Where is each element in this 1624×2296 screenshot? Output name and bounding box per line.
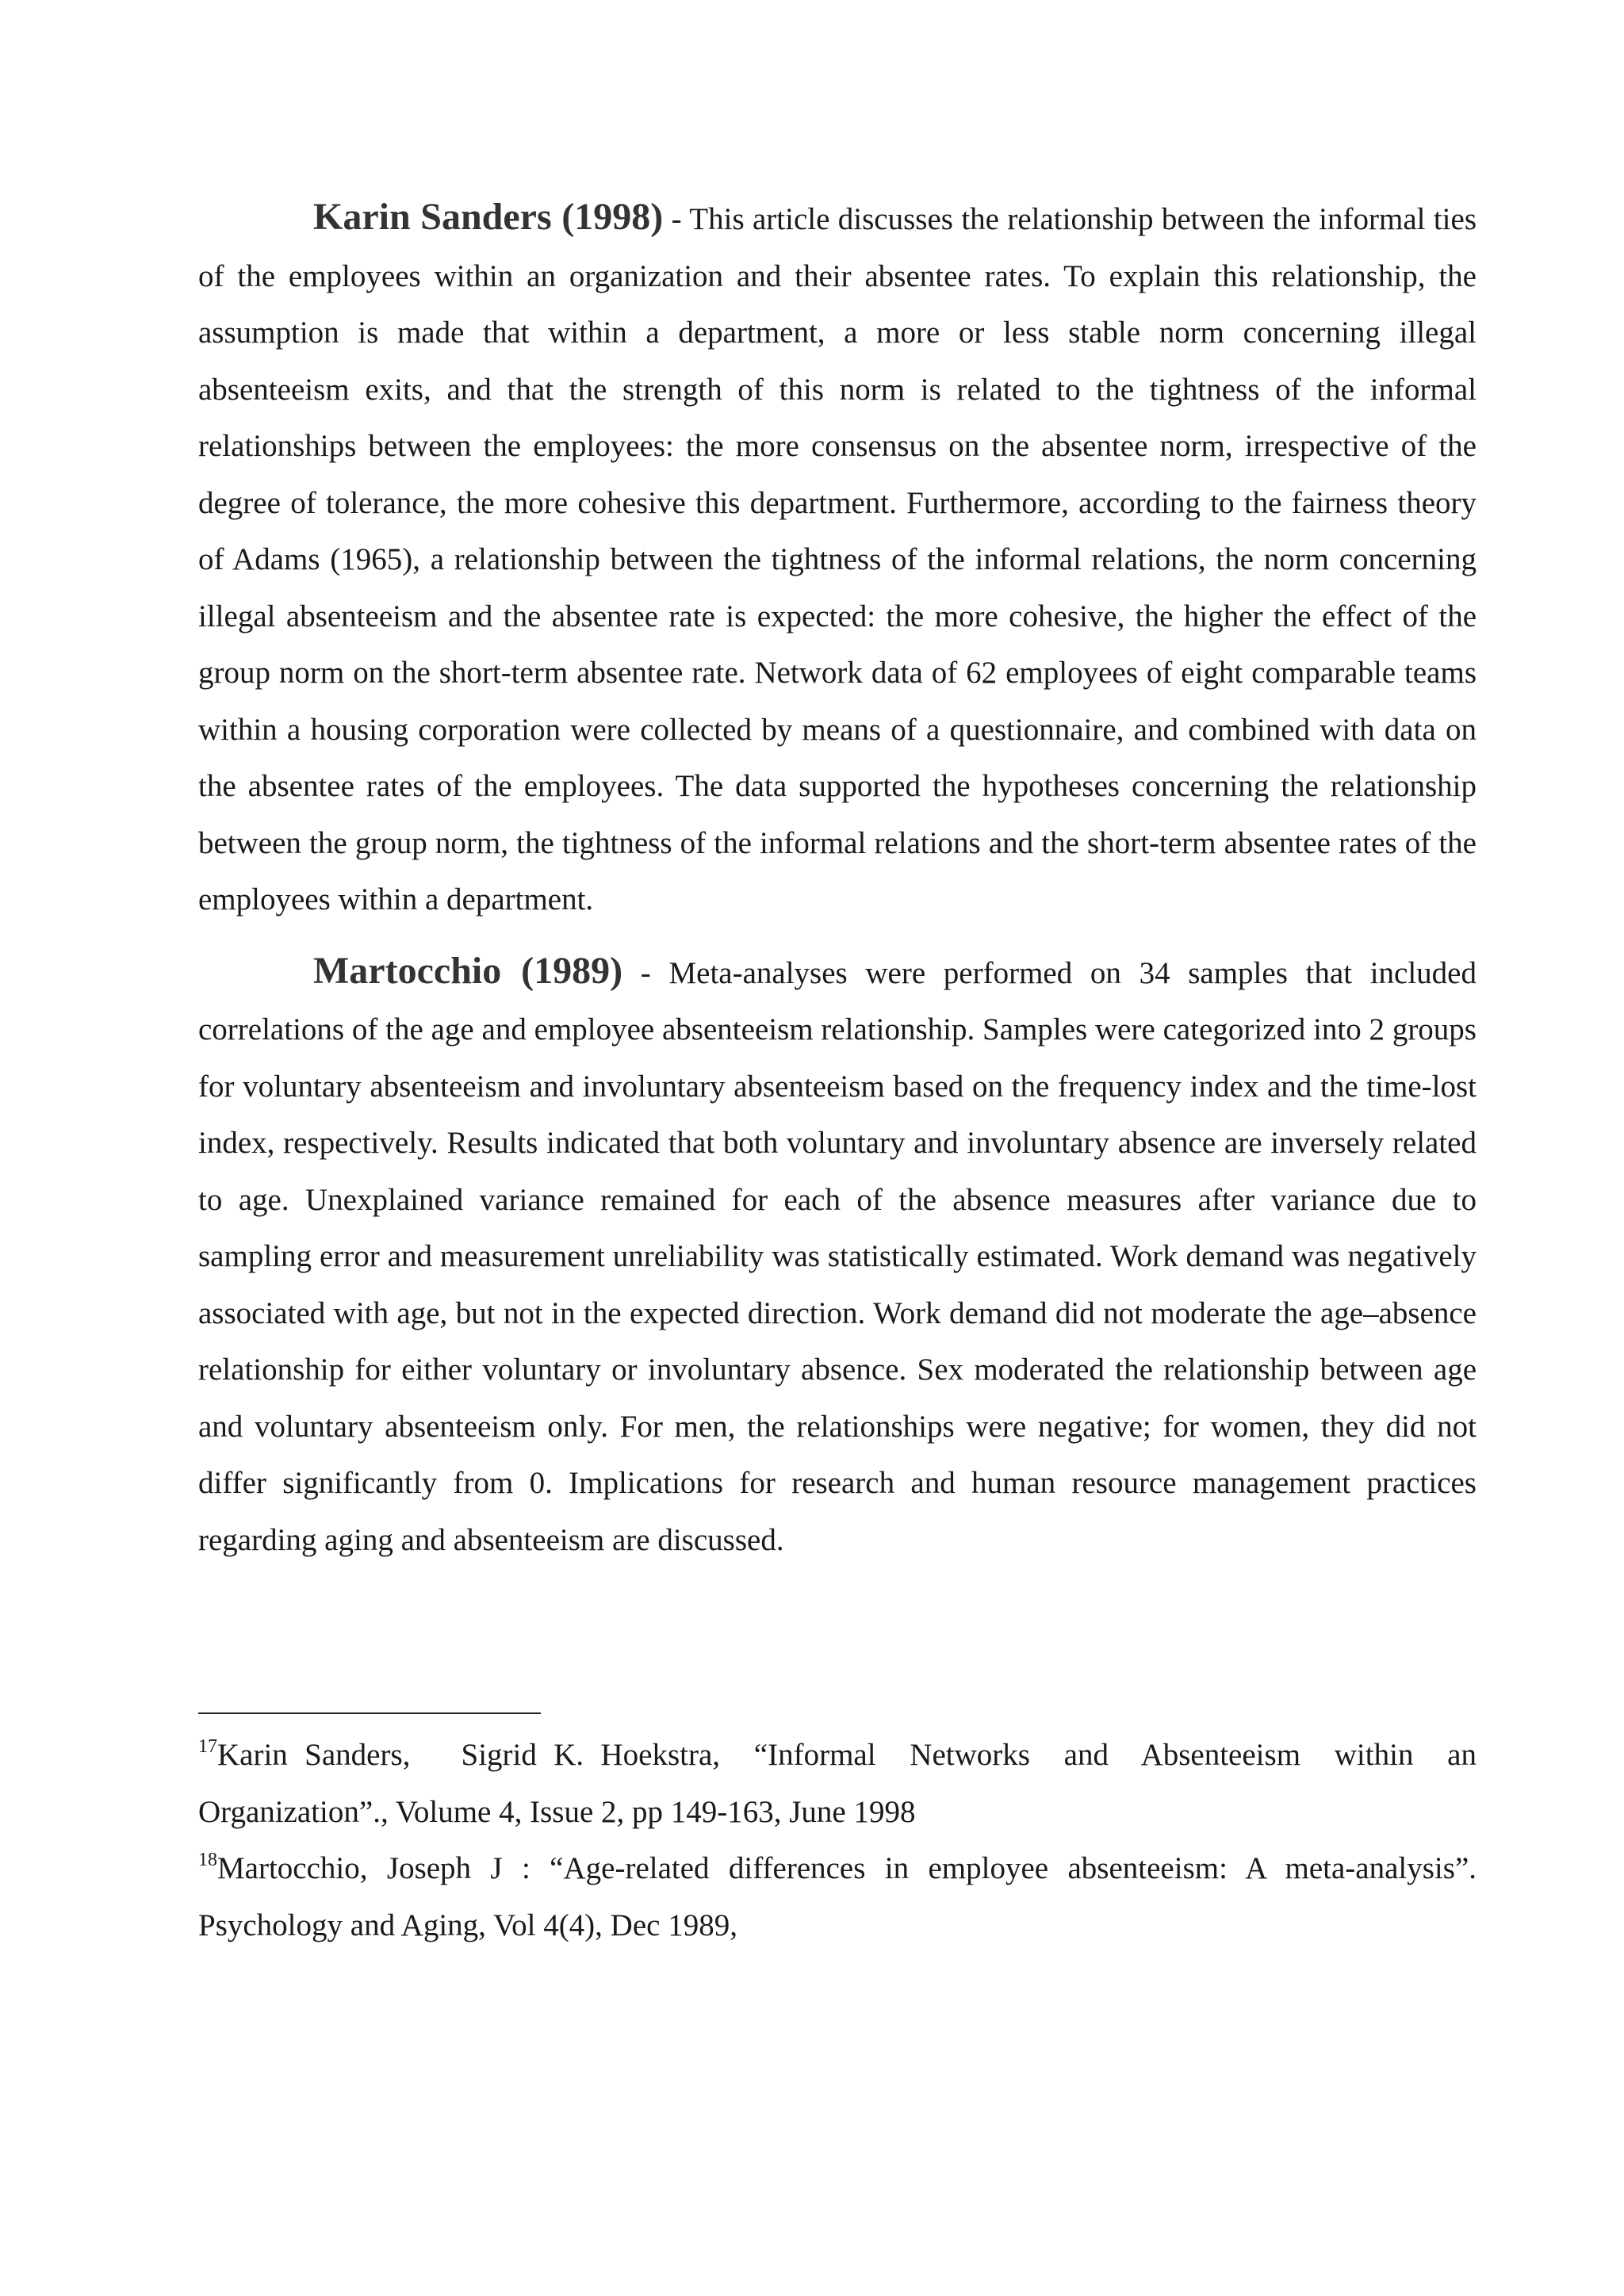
entry-heading-sanders: Karin Sanders (1998): [313, 196, 664, 238]
footnote-17: [198, 1727, 1484, 1840]
footnotes: [198, 1727, 1484, 1954]
footnote-number: 17: [198, 1736, 217, 1757]
footnote-text: Martocchio, Joseph J : “Age-related differences in employee absenteeism: A meta-analysis”. Psychology and Aging, Vol 4(4), Dec 1989,: [198, 1851, 1477, 1942]
document-body: [198, 189, 1477, 1568]
footnote-18: [198, 1840, 1477, 1954]
footnote-separator: [198, 1712, 541, 1714]
entry-paragraph-sanders: [198, 189, 1477, 928]
footnote-number: 18: [198, 1850, 217, 1870]
entry-heading-martocchio: Martocchio (1989): [313, 949, 623, 992]
footnote-text: Karin Sanders, Sigrid K. Hoekstra, “Informal Networks and Absenteeism within an Organization”., Volume 4, Issue 2, pp 149-163, June 1998: [198, 1738, 1484, 1829]
entry-paragraph-martocchio: [198, 943, 1477, 1569]
entry-text-martocchio: - Meta-analyses were performed on 34 samples that included correlations of the age and employee absenteeism relationship. Samples were categorized into 2 groups for voluntary absenteeism and involuntary absenteeism based on the frequency index and the time-lost index, respectively. Results indicated that both voluntary and involuntary absence are inversely related to age. Unexplained variance remained for each of the absence measures after variance due to sampling error and measurement unreliability was statistically estimated. Work demand was negatively associated with age, but not in the expected direction. Work demand did not moderate the age–absence relationship for either voluntary or involuntary absence. Sex moderated the relationship between age and voluntary absenteeism only. For men, the relationships were negative; for women, they did not differ significantly from 0. Implications for research and human resource management practices regarding aging and absenteeism are discussed.: [198, 955, 1477, 1557]
entry-text-sanders: - This article discusses the relationship between the informal ties of the employees within an organization and their absentee rates. To explain this relationship, the assumption is made that within a department, a more or less stable norm concerning illegal absenteeism exits, and that the strength of this norm is related to the tightness of the informal relationships between the employees: the more consensus on the absentee norm, irrespective of the degree of tolerance, the more cohesive this department. Furthermore, according to the fairness theory of Adams (1965), a relationship between the tightness of the informal relations, the norm concerning illegal absenteeism and the absentee rate is expected: the more cohesive, the higher the effect of the group norm on the short-term absentee rate. Network data of 62 employees of eight comparable teams within a housing corporation were collected by means of a questionnaire, and combined with data on the absentee rates of the employees. The data supported the hypotheses concerning the relationship between the group norm, the tightness of the informal relations and the short-term absentee rates of the employees within a department.: [198, 202, 1477, 916]
